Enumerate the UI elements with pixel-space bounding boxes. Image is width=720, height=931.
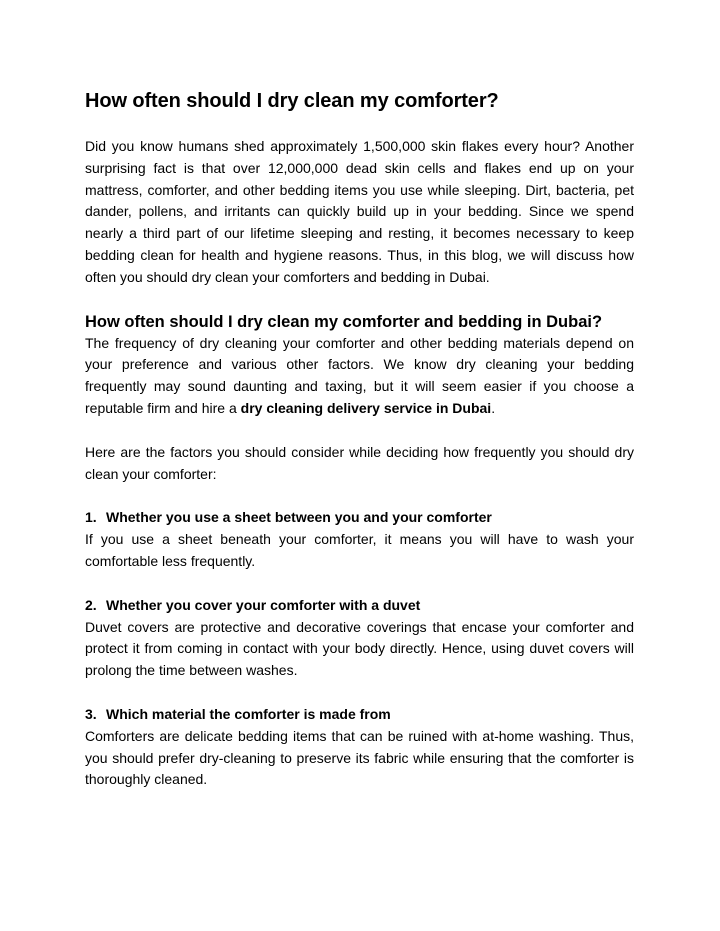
spacer: [85, 573, 634, 595]
factor-title-text: Whether you cover your comforter with a duvet: [106, 596, 421, 613]
page-title: How often should I dry clean my comforter?: [85, 90, 499, 112]
section-heading: How often should I dry clean my comforter and bedding in Dubai?: [85, 312, 603, 331]
section-paragraph: [85, 333, 634, 420]
factors-intro: Here are the factors you should consider while deciding how frequently you should dry clean your comforter:: [85, 443, 634, 482]
factor-number: 2.: [85, 596, 97, 613]
factor-title-text: Whether you use a sheet between you and your comforter: [106, 509, 492, 526]
spacer: [85, 485, 634, 507]
factor-number: 1.: [85, 509, 97, 526]
document-content: [85, 88, 634, 791]
factor-body: Duvet covers are protective and decorative coverings that encase your comforter and protect it from coming in contact with your body directly. Hence, using duvet covers will prolong the time between washes.: [85, 618, 634, 679]
factor-body: If you use a sheet beneath your comforter, it means you will have to wash your comfortable less frequently.: [85, 531, 634, 569]
section-paragraph-end: .: [491, 399, 496, 416]
spacer: [85, 420, 634, 442]
service-link-text: dry cleaning delivery service in Dubai: [240, 399, 492, 416]
intro-paragraph: Did you know humans shed approximately 1,500,000 skin flakes every hour? Another surprising fact is that over 12,000,000 dead skin cells and flakes end up on your mattress, comforter, and other bedding items you use while sleeping. Dirt, bacteria, pet dander, pollens, and irritants can quickly build up in your bedding. Since we spend nearly a third part of our lifetime sleeping and resting, it becomes necessary to keep bedding clean for health and hygiene reasons. Thus, in this blog, we will discuss how often you should dry clean your comforters and bedding in Dubai.: [85, 138, 634, 285]
factor-title: [85, 595, 634, 617]
factor-title: [85, 704, 634, 726]
factor-number: 3.: [85, 705, 97, 722]
section-paragraph-text: The frequency of dry cleaning your comforter and other bedding materials depend on your preference and various other factors. We know dry cleaning your bedding frequently may sound daunting and taxing, but it will seem easier if you choose a reputable firm and hire a: [85, 334, 634, 416]
spacer: [85, 289, 634, 311]
factor-title: [85, 507, 634, 529]
factor-body: Comforters are delicate bedding items that can be ruined with at-home washing. Thus, you should prefer dry-cleaning to preserve its fabric while ensuring that the comforter is thoroughly cleaned.: [85, 727, 634, 788]
spacer: [85, 682, 634, 704]
factor-title-text: Which material the comforter is made from: [106, 705, 391, 722]
